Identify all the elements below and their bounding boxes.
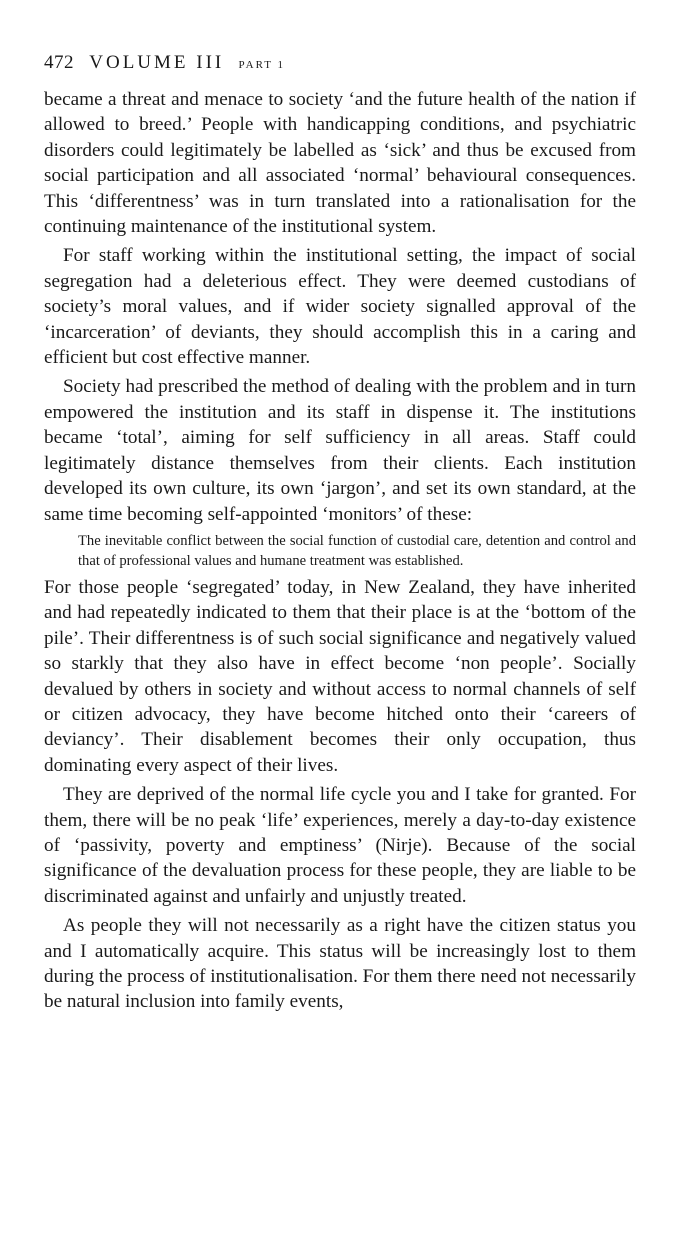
running-head bbox=[44, 52, 636, 74]
page-number: 472 bbox=[44, 52, 74, 73]
part-label: PART 1 bbox=[238, 59, 286, 71]
paragraph: became a threat and menace to society ‘and the future health of the nation if allowed to breed.’ People with handicapping conditions, and psychiatric disorders could legitimately be labelled as ‘sick’ and thus be excused from social participation and all associated ‘normal’ behavioural consequences. This ‘differentness’ was in turn translated into a rationalisation for the continuing maintenance of the institutional system. bbox=[44, 89, 636, 238]
block-quote: The inevitable conflict between the social function of custodial care, detention and control and that of professional values and humane treatment was established. bbox=[78, 532, 636, 569]
paragraph: They are deprived of the normal life cycle you and I take for granted. For them, there will be no peak ‘life’ experiences, merely a day-to-day existence of ‘passivity, poverty and emptiness’ (Nirje). Because of the social significance of the devaluation process for these people, they are liable to be discriminated against and unfairly and unjustly treated. bbox=[44, 784, 636, 907]
paragraph: As people they will not necessarily as a right have the citizen status you and I automatically acquire. This status will be increasingly lost to them during the process of institutionalisation. For them there need not necessarily be natural inclusion into family events, bbox=[44, 915, 637, 1013]
body-text bbox=[44, 87, 636, 1015]
paragraph: For staff working within the institutional setting, the impact of social segregation had a deleterious effect. They were deemed custodians of society’s moral values, and if wider society signalled approval of the ‘incarceration’ of deviants, they should accomplish this in a caring and efficient but cost effective manner. bbox=[44, 245, 636, 369]
volume-label: VOLUME III bbox=[89, 52, 225, 73]
paragraph: Society had prescribed the method of dealing with the problem and in turn empowered the institution and its staff in dispense it. The institutions became ‘total’, aiming for self sufficiency in all areas. Staff could legitimately distance themselves from their clients. Each institution developed its own culture, its own ‘jargon’, and set its own standard, at the same time becoming self-appointed ‘monitors’ of these: bbox=[44, 376, 636, 525]
paragraph: For those people ‘segregated’ today, in New Zealand, they have inherited and had repeatedly indicated to them that their place is at the ‘bottom of the pile’. Their differentness is of such social significance and negatively valued so starkly that they also have in effect become ‘non people’. Socially devalued by others in society and without access to normal channels of self or citizen advocacy, they have become hitched onto their ‘careers of deviancy’. Their disablement becomes their only occupation, thus dominating every aspect of their lives. bbox=[44, 576, 636, 776]
document-page bbox=[44, 52, 636, 1019]
